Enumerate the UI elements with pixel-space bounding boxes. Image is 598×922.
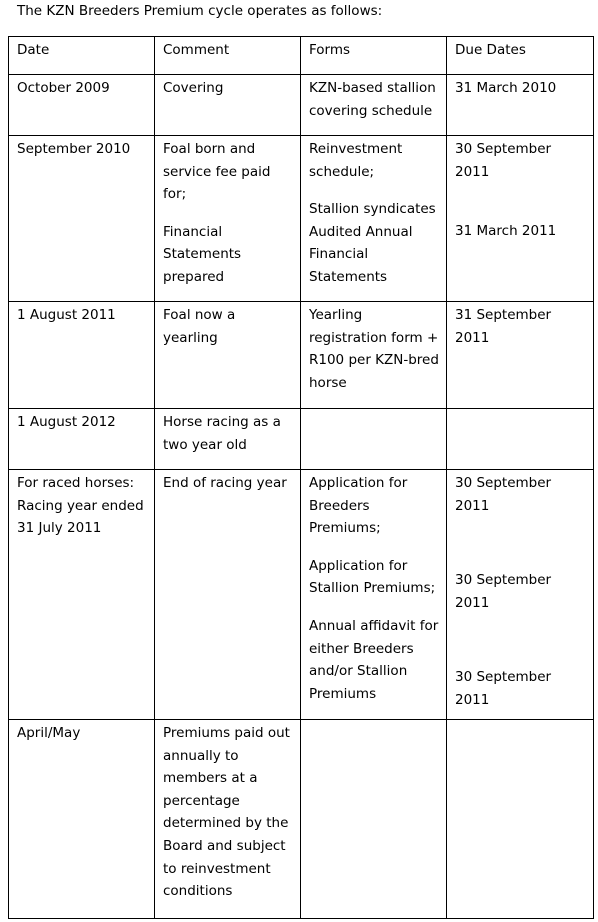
- header-date: Date: [9, 37, 155, 75]
- table-row: [9, 409, 594, 470]
- cell-due-date: [447, 409, 594, 470]
- table-row: [9, 720, 594, 919]
- cell-comment: Foal now a yearling: [155, 302, 301, 409]
- cell-due-date: 30 September 2011 31 March 2011: [447, 136, 594, 302]
- cell-comment: End of racing year: [155, 470, 301, 720]
- cell-due-date: 31 March 2010: [447, 75, 594, 136]
- cell-date: April/May: [9, 720, 155, 919]
- page-heading: The KZN Breeders Premium cycle operates as follows:: [17, 3, 383, 19]
- header-comment: Comment: [155, 37, 301, 75]
- table-row: [9, 470, 594, 720]
- cell-comment: Foal born and service fee paid for; Financial Statements prepared: [155, 136, 301, 302]
- cell-date: September 2010: [9, 136, 155, 302]
- cell-forms: KZN-based stallion covering schedule: [301, 75, 447, 136]
- cell-date: 1 August 2011: [9, 302, 155, 409]
- cell-forms: [301, 409, 447, 470]
- cell-date: For raced horses: Racing year ended 31 July 2011: [9, 470, 155, 720]
- cell-comment: Premiums paid out annually to members at a percentage determined by the Board and subject to reinvestment conditions: [155, 720, 301, 919]
- table-row: [9, 302, 594, 409]
- cell-forms: Application for Breeders Premiums; Application for Stallion Premiums; Annual affidavit for either Breeders and/or Stallion Premiums: [301, 470, 447, 720]
- cell-due-date: [447, 720, 594, 919]
- cell-forms: Reinvestment schedule; Stallion syndicates Audited Annual Financial Statements: [301, 136, 447, 302]
- table-row: [9, 136, 594, 302]
- cell-due-date: 31 September 2011: [447, 302, 594, 409]
- cell-due-date: 30 September 2011 30 September 2011 30 September 2011: [447, 470, 594, 720]
- cell-forms: [301, 720, 447, 919]
- header-due-dates: Due Dates: [447, 37, 594, 75]
- cell-date: 1 August 2012: [9, 409, 155, 470]
- table-header-row: [9, 37, 594, 75]
- cell-forms: Yearling registration form + R100 per KZN-bred horse: [301, 302, 447, 409]
- cell-comment: Horse racing as a two year old: [155, 409, 301, 470]
- header-forms: Forms: [301, 37, 447, 75]
- table-row: [9, 75, 594, 136]
- cell-comment: Covering: [155, 75, 301, 136]
- premium-cycle-table: [8, 36, 594, 919]
- cell-date: October 2009: [9, 75, 155, 136]
